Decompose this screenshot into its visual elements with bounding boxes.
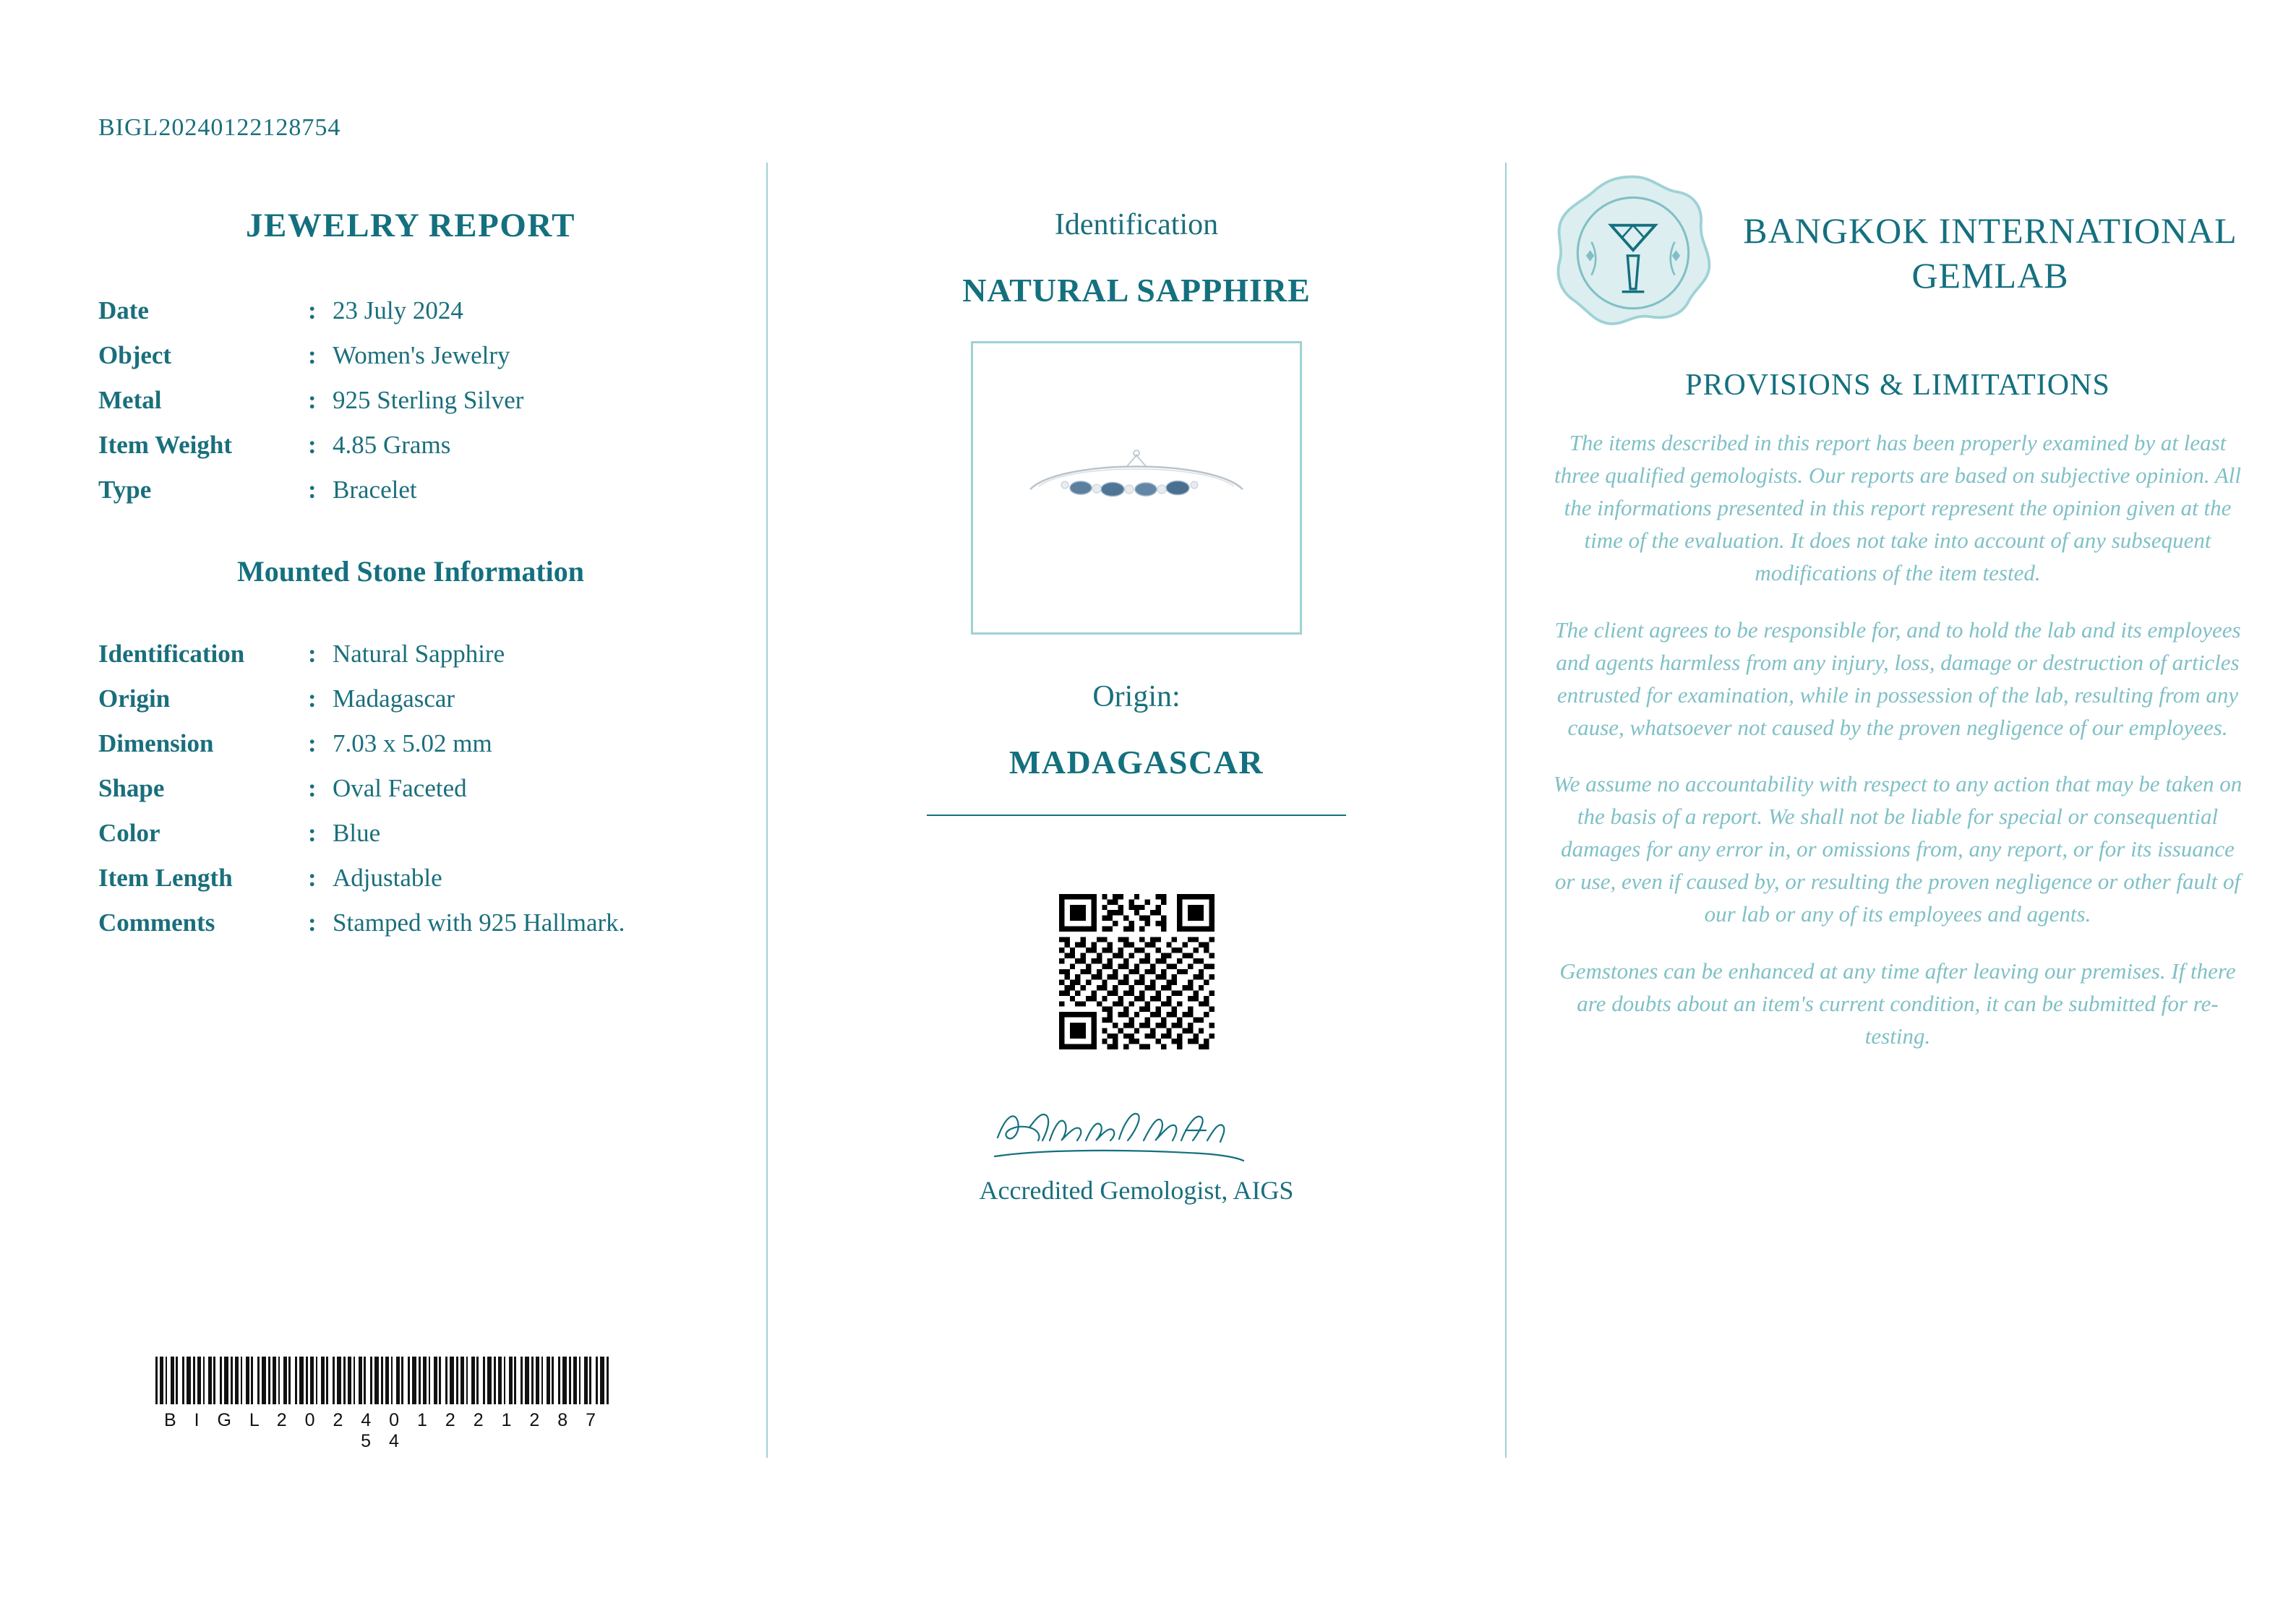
barcode-number: B I G L 2 0 2 4 0 1 2 2 1 2 8 7 5 4 [163, 1410, 603, 1451]
field-value: Stamped with 925 Hallmark. [333, 908, 625, 937]
field-value: 4.85 Grams [333, 431, 451, 459]
signature-image [985, 1093, 1288, 1172]
field-colon: : [308, 819, 317, 847]
field-value: Adjustable [333, 864, 442, 892]
field-colon: : [308, 908, 317, 937]
table-row [98, 288, 723, 333]
origin-label: Origin: [1092, 680, 1181, 713]
page-title: JEWELRY REPORT [246, 207, 575, 244]
qr-code-image [1059, 894, 1215, 1049]
report-id: BIGL20240122128754 [98, 114, 341, 141]
general-info-table [98, 288, 723, 512]
field-colon: : [308, 774, 317, 802]
signature-area [811, 1093, 1462, 1172]
table-row [98, 721, 723, 766]
table-row [98, 333, 723, 378]
accredited-gemologist-label: Accredited Gemologist, AIGS [979, 1176, 1294, 1205]
brand-header [1550, 170, 2245, 336]
field-colon: : [308, 431, 317, 459]
barcode-image [155, 1357, 611, 1404]
field-value: Women's Jewelry [333, 341, 510, 369]
field-key: Identification [98, 640, 245, 668]
field-key: Origin [98, 684, 171, 713]
table-row [98, 811, 723, 856]
provisions-title: PROVISIONS & LIMITATIONS [1685, 369, 2110, 402]
field-key: Date [98, 296, 149, 325]
table-row [98, 468, 723, 512]
field-colon: : [308, 864, 317, 892]
middle-column [768, 163, 1505, 1458]
qr-code[interactable] [1059, 894, 1215, 1049]
table-row [98, 378, 723, 423]
field-colon: : [308, 296, 317, 325]
field-key: Comments [98, 908, 215, 937]
mounted-stone-title: Mounted Stone Information [236, 555, 585, 588]
table-row [98, 766, 723, 811]
right-column [1507, 163, 2296, 1458]
field-colon: : [308, 386, 317, 414]
mounted-stone-table [98, 632, 723, 945]
identification-value: NATURAL SAPPHIRE [962, 272, 1311, 309]
field-colon: : [308, 341, 317, 369]
origin-value: MADAGASCAR [1008, 744, 1264, 781]
field-value: 23 July 2024 [333, 296, 463, 325]
field-value: 7.03 x 5.02 mm [333, 729, 492, 757]
field-key: Item Length [98, 864, 233, 892]
provisions-paragraph: We assume no accountability with respect to any action that may be taken on the basis of a report. We shall not be liable for special or consequential damages for any error in, or omissions from, any report, or for its issuance or use, even if caused by, or resulting the proven negligence or other fault of our lab or any of its employees and agents. [1553, 771, 2243, 927]
provisions-paragraph: The client agrees to be responsible for, and to hold the lab and its employees and agents harmless from any injury, loss, damage or destruction of articles entrusted for examination, while in possession of the lab, resulting from any cause, whatsoever not caused by the proven negligence of our employees. [1554, 616, 2241, 740]
provisions-paragraph: The items described in this report has been properly examined by at least three qualified gemologists. Our reports are based on subjective opinion. All the informations presented in this report represent the opinion given at the time of the evaluation. It does not take into account of any subsequent modifications of the item tested. [1554, 430, 2241, 585]
barcode-area [152, 1357, 614, 1452]
field-value: Blue [333, 819, 381, 847]
table-row [98, 632, 723, 676]
table-row [98, 676, 723, 721]
field-colon: : [308, 476, 317, 504]
gem-photo-frame [971, 341, 1302, 635]
field-colon: : [308, 684, 317, 713]
field-value: Madagascar [333, 684, 455, 713]
field-colon: : [308, 640, 317, 668]
field-key: Color [98, 819, 160, 847]
provisions-paragraph: Gemstones can be enhanced at any time after leaving our premises. If there are doubts about an item's current condition, it can be submitted for re-testing. [1559, 958, 2236, 1049]
field-value: Bracelet [333, 476, 417, 504]
identification-label: Identification [1054, 208, 1219, 241]
table-row [98, 901, 723, 945]
table-row [98, 423, 723, 468]
field-key: Type [98, 476, 152, 504]
horizontal-rule [927, 815, 1346, 816]
field-key: Shape [98, 774, 165, 802]
field-key: Item Weight [98, 431, 233, 459]
table-row [98, 856, 723, 901]
bracelet-photo [1017, 444, 1256, 531]
field-key: Dimension [98, 729, 214, 757]
field-value: Oval Faceted [333, 774, 467, 802]
field-colon: : [308, 729, 317, 757]
gemlab-logo-icon [1550, 170, 1716, 336]
field-value: 925 Sterling Silver [333, 386, 524, 414]
field-key: Object [98, 341, 172, 369]
field-value: Natural Sapphire [333, 640, 505, 668]
left-column [0, 163, 766, 1458]
brand-name: BANGKOK INTERNATIONAL GEMLAB [1743, 210, 2237, 296]
columns-container [0, 163, 2296, 1458]
field-key: Metal [98, 386, 162, 414]
